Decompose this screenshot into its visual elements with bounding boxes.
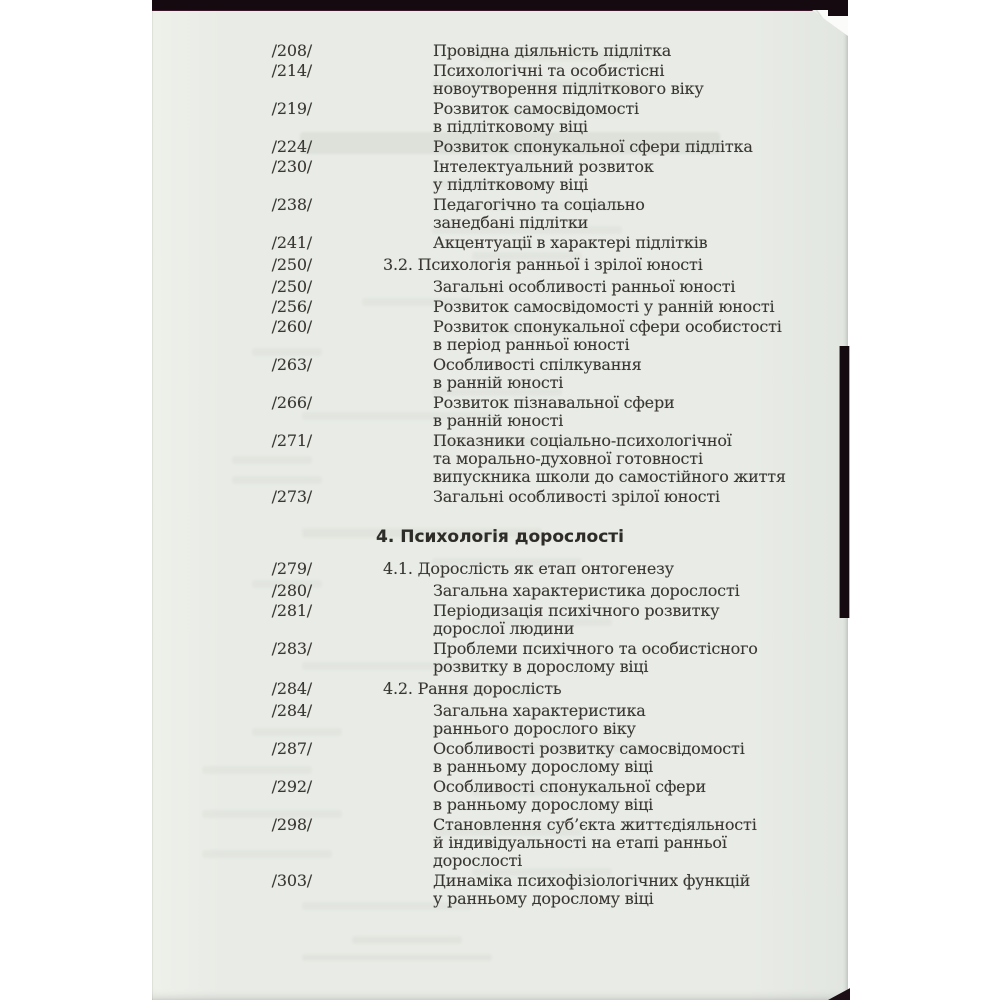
toc-title-line: Провідна діяльність підлітка (433, 41, 672, 60)
toc-row (152, 318, 848, 354)
toc-page-number: /241/ (271, 233, 312, 252)
toc-title (433, 702, 646, 738)
toc-row (152, 256, 848, 274)
toc-title (433, 872, 750, 908)
toc-page-number: /208/ (271, 41, 312, 60)
toc-title (433, 602, 719, 638)
toc-title (433, 234, 707, 252)
toc-title-line: Динаміка психофізіологічних функцій (433, 871, 751, 890)
toc-title-line: Розвиток самосвідомості (433, 99, 639, 118)
toc-title-line: Особливості спонукальної сфери (433, 777, 706, 796)
toc-title (433, 278, 735, 296)
book-page (152, 0, 848, 1000)
page-corner-notch (828, 7, 848, 16)
toc-title-line: раннього дорослого віку (433, 719, 636, 738)
toc-title-line: у підлітковому віці (433, 175, 589, 194)
toc-page-number: /260/ (271, 317, 312, 336)
toc-title (433, 816, 757, 870)
toc-title-line: в період ранньої юності (433, 335, 630, 354)
toc-title (433, 582, 740, 600)
toc-title-line: Проблеми психічного та особистісного (433, 639, 758, 658)
toc-row (152, 740, 848, 776)
toc-title-line: в ранньому дорослому віці (433, 757, 654, 776)
toc-title-line: й індивідуальності на етапі ранньої (433, 833, 727, 852)
toc-title-line: 3.2. Психологія ранньої і зрілої юності (383, 255, 703, 274)
toc-row (152, 158, 848, 194)
toc-title (433, 42, 671, 60)
toc-page-number: /283/ (271, 639, 312, 658)
toc-page-number: /287/ (271, 739, 312, 758)
toc-title-line: Загальна характеристика (433, 701, 646, 720)
toc-row (152, 816, 848, 870)
toc-title (383, 256, 703, 274)
toc-page-number: /292/ (271, 777, 312, 796)
toc-row (152, 582, 848, 600)
toc-title (433, 778, 706, 814)
toc-row (152, 394, 848, 430)
toc-page-number: /266/ (271, 393, 312, 412)
toc-row (152, 298, 848, 316)
toc-title-line: дорослості (433, 851, 523, 870)
toc-title-line: Психологічні та особистісні (433, 61, 665, 80)
toc-page-number: /271/ (271, 431, 312, 450)
toc-title-line: 4.1. Дорослість як етап онтогенезу (383, 559, 674, 578)
toc-title (383, 560, 674, 578)
toc-title-line: випускника школи до самостійного життя (433, 467, 786, 486)
toc-row (152, 680, 848, 698)
toc-title-line: в підлітковому віці (433, 117, 588, 136)
toc-row (152, 640, 848, 676)
toc-page-number: /284/ (271, 679, 312, 698)
toc-page-number: /284/ (271, 701, 312, 720)
toc-title-line: в ранньому дорослому віці (433, 795, 654, 814)
toc-page-number: /263/ (271, 355, 312, 374)
toc-title-line: Загальна характеристика дорослості (433, 581, 740, 600)
toc-title (433, 298, 774, 316)
toc-row (152, 560, 848, 578)
toc-row (152, 278, 848, 296)
toc-title-line: Загальні особливості зрілої юності (433, 487, 720, 506)
toc-page-number: /250/ (271, 255, 312, 274)
toc-row (152, 100, 848, 136)
toc-row (152, 196, 848, 232)
toc-title-line: дорослої людини (433, 619, 575, 638)
toc-row (152, 702, 848, 738)
toc-row (152, 432, 848, 486)
toc-page-number: /303/ (271, 871, 312, 890)
toc-row (152, 62, 848, 98)
toc-title (433, 356, 642, 392)
toc-title-line: новоутворення підліткового віку (433, 79, 704, 98)
toc-row (152, 356, 848, 392)
toc-title-line: Періодизація психічного розвитку (433, 601, 720, 620)
bleed-through-line (302, 954, 492, 961)
toc-page-number: /279/ (271, 559, 312, 578)
page-bottom-edge-mark (828, 986, 850, 1000)
toc-title-line: Особливості розвитку самосвідомості (433, 739, 745, 758)
toc-title-line: 4.2. Рання дорослість (383, 679, 562, 698)
toc-page-number: /281/ (271, 601, 312, 620)
toc-title (433, 488, 720, 506)
toc-title-line: в ранній юності (433, 411, 564, 430)
toc-page-number: /280/ (271, 581, 312, 600)
toc-page-number: /224/ (271, 137, 312, 156)
toc-title (433, 740, 745, 776)
toc-title-line: Інтелектуальний розвиток (433, 157, 654, 176)
toc-title-line: Розвиток спонукальної сфери особистості (433, 317, 782, 336)
toc-title-line: Становлення суб’єкта життєдіяльності (433, 815, 757, 834)
toc-row (152, 138, 848, 156)
bleed-through-line (352, 936, 462, 944)
toc-page-number: /250/ (271, 277, 312, 296)
toc-title-line: у ранньому дорослому віці (433, 889, 654, 908)
toc-title (433, 394, 674, 430)
table-of-contents (152, 0, 848, 910)
toc-page-number: /256/ (271, 297, 312, 316)
toc-title-line: Розвиток пізнавальної сфери (433, 393, 675, 412)
toc-title-line: занедбані підлітки (433, 213, 589, 232)
book-edge-black-bar (840, 346, 849, 618)
toc-page-number: /238/ (271, 195, 312, 214)
toc-title (433, 196, 645, 232)
toc-title-line: розвитку в дорослому віці (433, 657, 649, 676)
toc-title-line: в ранній юності (433, 373, 564, 392)
toc-page-number: /230/ (271, 157, 312, 176)
toc-page-number: /219/ (271, 99, 312, 118)
toc-row (152, 234, 848, 252)
toc-title-line: Загальні особливості ранньої юності (433, 277, 736, 296)
part-heading: 4. Психологія дорослості (376, 527, 624, 547)
toc-row (152, 488, 848, 506)
toc-title-line: Показники соціально-психологічної (433, 431, 732, 450)
toc-title (433, 640, 758, 676)
toc-page-number: /298/ (271, 815, 312, 834)
toc-page-number: /273/ (271, 487, 312, 506)
toc-title-line: Акцентуації в характері підлітків (433, 233, 708, 252)
toc-title (433, 318, 782, 354)
toc-row (152, 872, 848, 908)
toc-title (433, 432, 786, 486)
toc-title (433, 100, 639, 136)
toc-row (152, 42, 848, 60)
toc-title (433, 158, 654, 194)
page-top-edge-shadow (152, 0, 848, 11)
toc-title-line: Педагогічно та соціально (433, 195, 645, 214)
toc-title-line: Розвиток самосвідомості у ранній юності (433, 297, 775, 316)
toc-title-line: Розвиток спонукальної сфери підлітка (433, 137, 753, 156)
toc-title (433, 138, 753, 156)
toc-title (383, 680, 561, 698)
toc-row (152, 778, 848, 814)
toc-page-number: /214/ (271, 61, 312, 80)
toc-title-line: Особливості спілкування (433, 355, 642, 374)
toc-title-line: та морально-духовної готовності (433, 449, 703, 468)
toc-row (152, 602, 848, 638)
toc-title (433, 62, 704, 98)
